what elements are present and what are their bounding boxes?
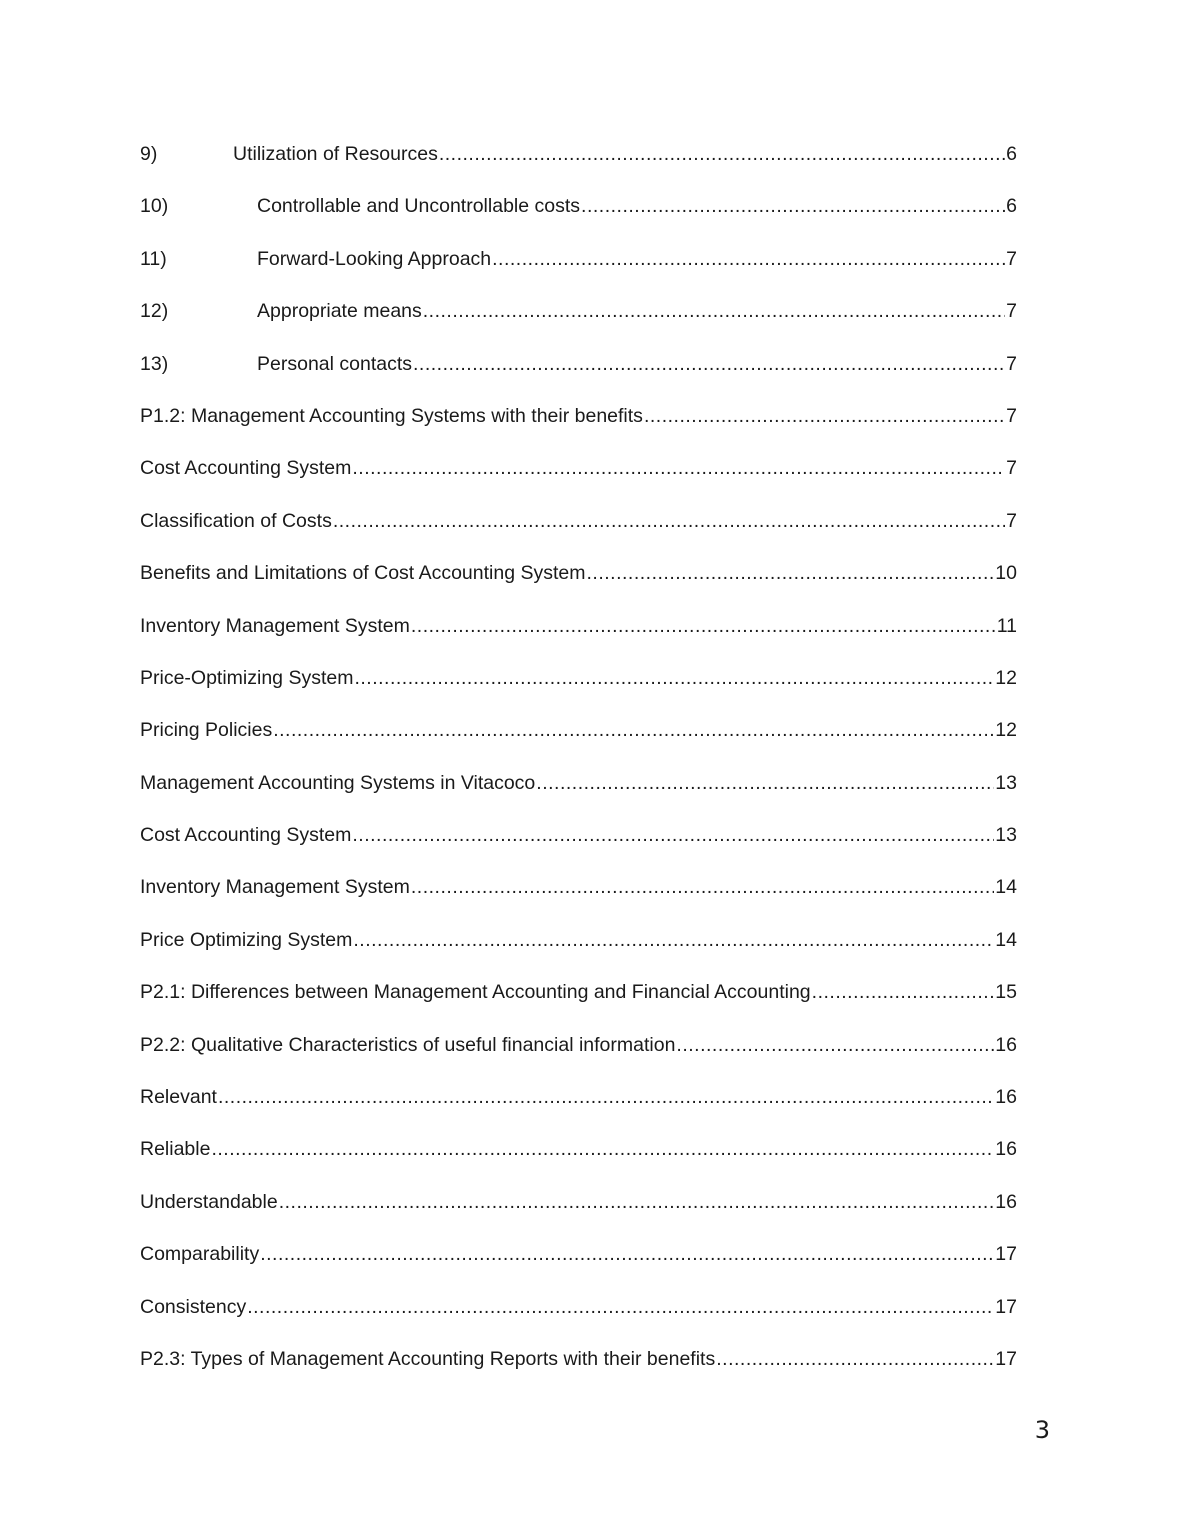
toc-entry-title: P2.3: Types of Management Accounting Reports with their benefits bbox=[140, 1347, 716, 1370]
toc-entry-title: Benefits and Limitations of Cost Accounting System bbox=[140, 562, 586, 585]
toc-entry-title: Comparability bbox=[140, 1243, 260, 1266]
toc-entry-comparability[interactable] bbox=[140, 1228, 1017, 1280]
toc-entry-forward-looking-approach[interactable] bbox=[140, 233, 1017, 285]
dot-leader bbox=[644, 390, 1005, 442]
toc-entry-cost-accounting-system-2[interactable] bbox=[140, 809, 1017, 861]
dot-leader bbox=[247, 1281, 994, 1333]
toc-entry-page: 14 bbox=[995, 928, 1017, 951]
toc-entry-title: P2.1: Differences between Management Accounting and Financial Accounting bbox=[140, 981, 811, 1004]
toc-entry-number: 11) bbox=[140, 247, 167, 270]
toc-entry-inventory-management-system-2[interactable] bbox=[140, 861, 1017, 913]
dot-leader bbox=[353, 914, 994, 966]
toc-entry-number: 13) bbox=[140, 352, 169, 375]
toc-entry-page: 13 bbox=[995, 824, 1017, 847]
toc-entry-title: Inventory Management System bbox=[140, 614, 410, 637]
dot-leader bbox=[586, 547, 994, 599]
toc-entry-price-optimizing-system-2[interactable] bbox=[140, 914, 1017, 966]
dot-leader bbox=[581, 180, 1005, 232]
dot-leader bbox=[411, 600, 996, 652]
toc-entry-page: 6 bbox=[1006, 195, 1017, 218]
toc-entry-title: Classification of Costs bbox=[140, 509, 332, 532]
toc-entry-title: P2.2: Qualitative Characteristics of useful financial information bbox=[140, 1033, 676, 1056]
dot-leader bbox=[352, 809, 994, 861]
toc-entry-page: 7 bbox=[1006, 457, 1017, 480]
toc-entry-page: 12 bbox=[995, 666, 1017, 689]
toc-entry-p2-3[interactable] bbox=[140, 1333, 1017, 1385]
toc-entry-pricing-policies[interactable] bbox=[140, 704, 1017, 756]
toc-entry-page: 7 bbox=[1006, 509, 1017, 532]
dot-leader bbox=[716, 1333, 994, 1385]
toc-entry-number: 9) bbox=[140, 143, 158, 165]
toc-entry-number: 12) bbox=[140, 300, 169, 323]
toc-entry-page: 7 bbox=[1006, 247, 1017, 270]
toc-entry-page: 6 bbox=[1006, 143, 1017, 165]
toc-entry-title: Controllable and Uncontrollable costs bbox=[257, 195, 581, 218]
toc-entry-page: 11 bbox=[996, 614, 1017, 637]
toc-entry-inventory-management-system[interactable] bbox=[140, 600, 1017, 652]
dot-leader bbox=[413, 338, 1005, 390]
toc-entry-title: Inventory Management System bbox=[140, 876, 410, 899]
toc-entry-page: 7 bbox=[1006, 404, 1017, 427]
toc-entry-title: Appropriate means bbox=[257, 300, 422, 323]
toc-entry-p2-1[interactable] bbox=[140, 966, 1017, 1018]
toc-entry-title: Price-Optimizing System bbox=[140, 666, 354, 689]
toc-entry-page: 7 bbox=[1006, 300, 1017, 323]
toc-entry-utilization-of-resources[interactable] bbox=[140, 128, 1017, 180]
toc-entry-page: 7 bbox=[1006, 352, 1017, 375]
dot-leader bbox=[411, 861, 994, 913]
toc-entry-title: Pricing Policies bbox=[140, 719, 273, 742]
toc-entry-price-optimizing-system[interactable] bbox=[140, 652, 1017, 704]
dot-leader bbox=[492, 233, 1005, 285]
toc-entry-p1-2[interactable] bbox=[140, 390, 1017, 442]
toc-entry-mas-in-vitacoco[interactable] bbox=[140, 757, 1017, 809]
toc-entry-title: Management Accounting Systems in Vitacoco bbox=[140, 771, 536, 794]
dot-leader bbox=[536, 757, 994, 809]
toc-entry-page: 15 bbox=[995, 981, 1017, 1004]
dot-leader bbox=[279, 1176, 995, 1228]
toc-entry-title: Forward-Looking Approach bbox=[257, 247, 492, 270]
table-of-contents bbox=[140, 128, 1017, 1385]
dot-leader bbox=[211, 1123, 994, 1175]
toc-entry-cost-accounting-system[interactable] bbox=[140, 442, 1017, 494]
toc-entry-page: 17 bbox=[995, 1243, 1017, 1266]
toc-entry-title: P1.2: Management Accounting Systems with their benefits bbox=[140, 404, 643, 427]
toc-entry-page: 12 bbox=[995, 719, 1017, 742]
dot-leader bbox=[676, 1019, 994, 1071]
toc-entry-number: 10) bbox=[140, 195, 169, 218]
toc-entry-p2-2[interactable] bbox=[140, 1019, 1017, 1071]
toc-entry-title: Utilization of Resources bbox=[233, 143, 438, 165]
dot-leader bbox=[273, 704, 994, 756]
toc-entry-title: Relevant bbox=[140, 1086, 217, 1109]
toc-entry-title: Reliable bbox=[140, 1138, 211, 1161]
dot-leader bbox=[352, 442, 1005, 494]
toc-entry-appropriate-means[interactable] bbox=[140, 285, 1017, 337]
dot-leader bbox=[423, 285, 1005, 337]
toc-entry-reliable[interactable] bbox=[140, 1123, 1017, 1175]
dot-leader bbox=[812, 966, 995, 1018]
dot-leader bbox=[354, 652, 994, 704]
dot-leader bbox=[333, 495, 1005, 547]
toc-entry-understandable[interactable] bbox=[140, 1176, 1017, 1228]
toc-entry-page: 16 bbox=[995, 1138, 1017, 1161]
page-number: 3 bbox=[1034, 1416, 1050, 1444]
dot-leader bbox=[260, 1228, 994, 1280]
toc-entry-controllable-costs[interactable] bbox=[140, 180, 1017, 232]
dot-leader bbox=[218, 1071, 994, 1123]
toc-entry-relevant[interactable] bbox=[140, 1071, 1017, 1123]
toc-entry-title: Cost Accounting System bbox=[140, 457, 352, 480]
dot-leader bbox=[439, 128, 1005, 180]
toc-entry-page: 16 bbox=[995, 1033, 1017, 1056]
toc-entry-title: Price Optimizing System bbox=[140, 928, 353, 951]
toc-entry-page: 17 bbox=[995, 1295, 1017, 1318]
toc-entry-page: 14 bbox=[995, 876, 1017, 899]
toc-entry-benefits-limitations[interactable] bbox=[140, 547, 1017, 599]
toc-entry-consistency[interactable] bbox=[140, 1281, 1017, 1333]
toc-entry-title: Cost Accounting System bbox=[140, 824, 352, 847]
toc-entry-page: 16 bbox=[995, 1086, 1017, 1109]
toc-entry-page: 16 bbox=[995, 1190, 1017, 1213]
toc-entry-classification-of-costs[interactable] bbox=[140, 495, 1017, 547]
toc-entry-page: 17 bbox=[995, 1347, 1017, 1370]
toc-entry-page: 13 bbox=[995, 771, 1017, 794]
toc-entry-personal-contacts[interactable] bbox=[140, 338, 1017, 390]
toc-entry-page: 10 bbox=[995, 562, 1017, 585]
toc-entry-title: Personal contacts bbox=[257, 352, 413, 375]
toc-entry-title: Understandable bbox=[140, 1190, 278, 1213]
toc-entry-title: Consistency bbox=[140, 1295, 247, 1318]
